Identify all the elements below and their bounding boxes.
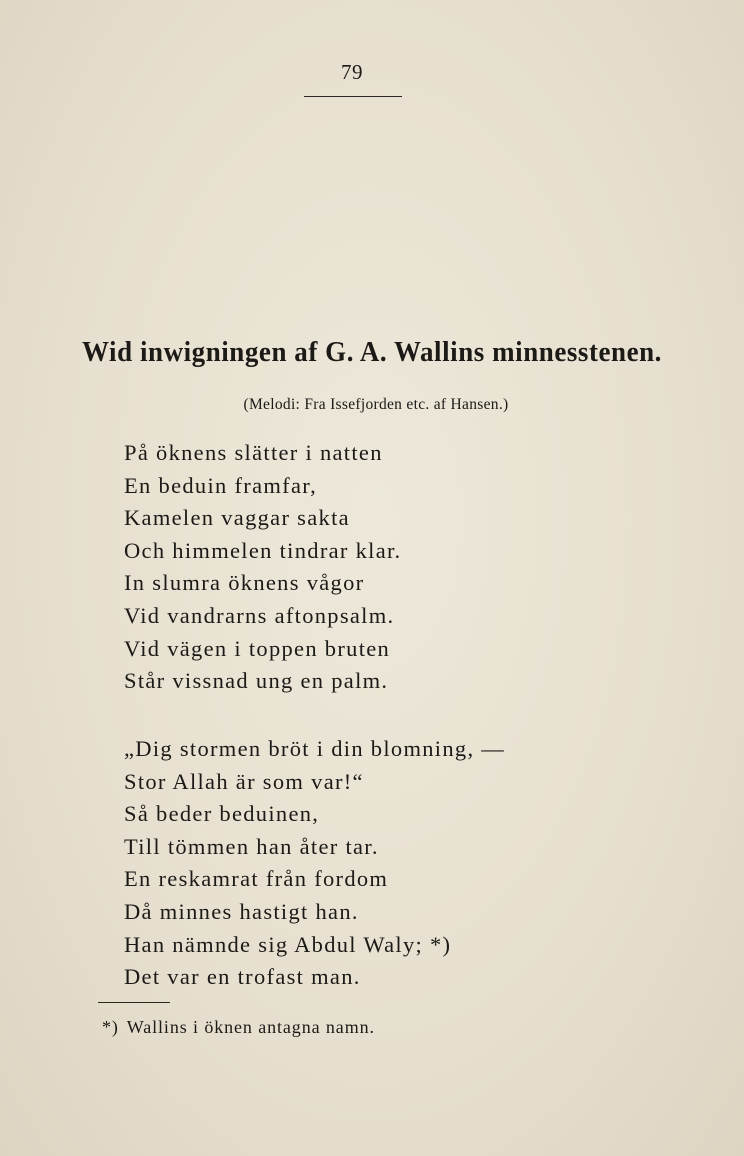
melody-note: (Melodi: Fra Issefjorden etc. af Hansen.) (243, 396, 509, 413)
verse-line: Vid vägen i toppen bruten (124, 635, 391, 661)
verse-line: Kamelen vaggar sakta (124, 505, 350, 531)
verse-line: Det var en trofast man. (124, 964, 361, 990)
page-number-rule (304, 96, 402, 97)
verse-line: Han nämnde sig Abdul Waly; *) (124, 931, 452, 957)
footnote-rule (98, 1002, 170, 1003)
verse-line: Till tömmen han åter tar. (124, 833, 379, 859)
footnote (102, 1017, 375, 1038)
stanza-1 (124, 437, 401, 698)
poem-title: Wid inwigningen af G. A. Wallins minnesstenen. (82, 336, 662, 368)
footnote-text: Wallins i öknen antagna namn. (126, 1017, 375, 1037)
verse-line: Står vissnad ung en palm. (124, 668, 389, 694)
verse-line: Så beder beduinen, (124, 801, 320, 827)
verse-line: En reskamrat från fordom (124, 866, 389, 892)
verse-line: Och himmelen tindrar klar. (124, 537, 402, 563)
footnote-marker: *) (102, 1017, 119, 1037)
verse-line: På öknens slätter i natten (124, 440, 383, 465)
page-number: 79 (341, 60, 363, 84)
verse-line: „Dig stormen bröt i din blomning, — (124, 736, 506, 761)
verse-line: Vid vandrarns aftonpsalm. (124, 602, 395, 628)
verse-line: Stor Allah är som var!“ (124, 768, 364, 794)
verse-line: En beduin framfar, (124, 472, 318, 498)
stanza-2 (124, 733, 505, 994)
verse-line: In slumra öknens vågor (124, 570, 365, 596)
verse-line: Då minnes hastigt han. (124, 898, 359, 924)
